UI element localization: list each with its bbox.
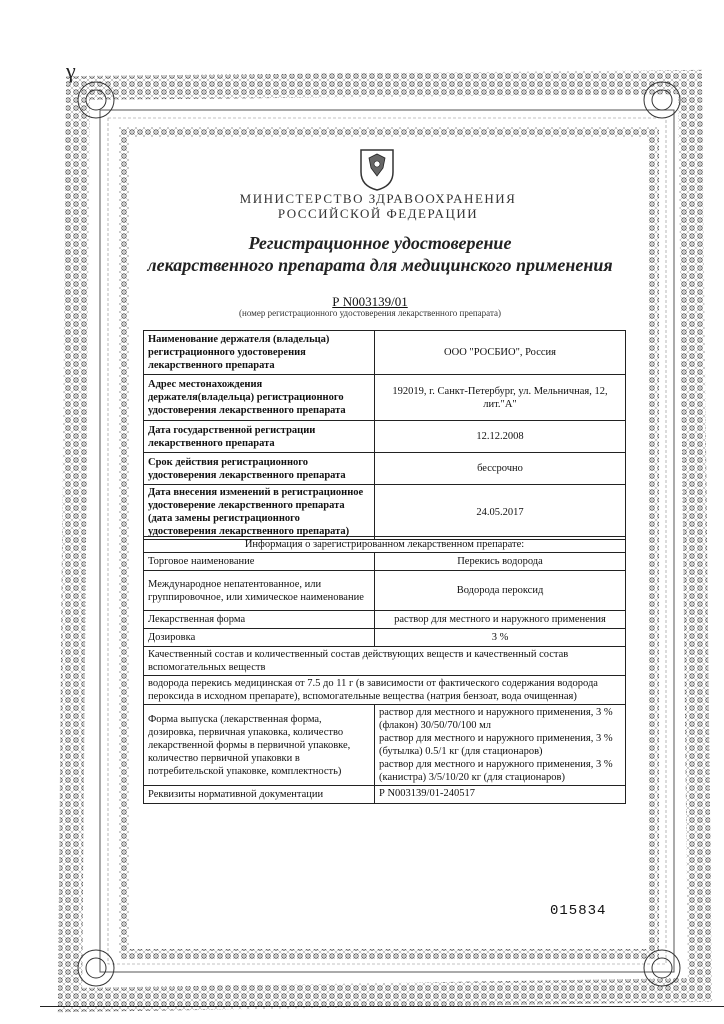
- table-row: [144, 375, 626, 421]
- norm-doc-label: Реквизиты нормативной документации: [144, 786, 375, 804]
- trade-name-label: Торговое наименование: [144, 553, 375, 571]
- release-form-item: раствор для местного и наружного применения, 3 % (бутылка) 0.5/1 кг (для стационаров): [379, 733, 613, 757]
- holder-address-label: Адрес местонахождения держателя(владельца) регистрационного удостоверения лекарственного препарата: [144, 375, 375, 421]
- change-date-value: 24.05.2017: [375, 485, 626, 540]
- release-form-item: раствор для местного и наружного применения, 3 % (канистра) 3/5/10/20 кг (для стационаров): [379, 759, 613, 783]
- holder-address-value: 192019, г. Санкт-Петербург, ул. Мельничная, 12, лит."А": [375, 375, 626, 421]
- product-info-header: Информация о зарегистрированном лекарственном препарате:: [144, 537, 626, 553]
- dose-value: 3 %: [375, 629, 626, 647]
- table-row: [144, 647, 626, 676]
- release-form-label: Форма выпуска (лекарственная форма, дозировка, первичная упаковка, количество лекарственной формы в первичной упаковке, количество первичной упаковки в потребительской упаковке, комплектность): [144, 705, 375, 786]
- table-row: [144, 571, 626, 611]
- table-row: [144, 331, 626, 375]
- inn-value: Водорода пероксид: [375, 571, 626, 611]
- serial-number: 015834: [550, 903, 607, 919]
- table-row: [144, 786, 626, 804]
- holder-name-value: ООО "РОСБИО", Россия: [375, 331, 626, 375]
- table-row: [144, 676, 626, 705]
- holder-table: [143, 330, 626, 540]
- dose-label: Дозировка: [144, 629, 375, 647]
- trade-name-value: Перекись водорода: [375, 553, 626, 571]
- title-line-1: Регистрационное удостоверение: [248, 233, 512, 253]
- composition-value: водорода перекись медицинская от 7.5 до 11 г (в зависимости от фактического содержания водорода пероксида в исходном препарате), вспомогательные вещества (натрия бензоат, вода очищенная): [144, 676, 626, 705]
- handwritten-mark: γ: [66, 58, 76, 83]
- inn-label: Международное непатентованное, или группировочное, или химическое наименование: [144, 571, 375, 611]
- dosage-form-label: Лекарственная форма: [144, 611, 375, 629]
- table-row: [144, 705, 626, 786]
- document-title: [130, 232, 630, 276]
- product-info-table: [143, 536, 626, 804]
- registration-date-value: 12.12.2008: [375, 421, 626, 453]
- release-form-values: [375, 705, 626, 786]
- table-row: [144, 453, 626, 485]
- table-row: [144, 611, 626, 629]
- table-row: [144, 553, 626, 571]
- validity-value: бессрочно: [375, 453, 626, 485]
- release-form-item: раствор для местного и наружного применения, 3 % (флакон) 30/50/70/100 мл: [379, 707, 613, 731]
- ministry-line-1: МИНИСТЕРСТВО ЗДРАВООХРАНЕНИЯ: [239, 191, 517, 206]
- ministry-header: [200, 191, 556, 221]
- coat-of-arms-icon: [353, 146, 401, 192]
- norm-doc-value: Р N003139/01-240517: [375, 786, 626, 804]
- table-row: [144, 537, 626, 553]
- holder-name-label: Наименование держателя (владельца) регистрационного удостоверения лекарственного препарата: [144, 331, 375, 375]
- title-line-2: лекарственного препарата для медицинского применения: [147, 255, 613, 275]
- composition-label: Качественный состав и количественный состав действующих веществ и качественный состав вспомогательных веществ: [144, 647, 626, 676]
- change-date-label: Дата внесения изменений в регистрационное удостоверение лекарственного препарата (дата замены регистрационного удостоверения лекарственного препарата): [144, 485, 375, 540]
- registration-date-label: Дата государственной регистрации лекарственного препарата: [144, 421, 375, 453]
- table-row: [144, 421, 626, 453]
- page-bottom-edge: [40, 1006, 724, 1007]
- registration-number: Р N003139/01: [332, 294, 408, 309]
- table-row: [144, 629, 626, 647]
- registration-number-note: (номер регистрационного удостоверения лекарственного препарата): [239, 308, 501, 318]
- validity-label: Срок действия регистрационного удостоверения лекарственного препарата: [144, 453, 375, 485]
- table-row: [144, 485, 626, 540]
- dosage-form-value: раствор для местного и наружного применения: [375, 611, 626, 629]
- ministry-line-2: РОССИЙСКОЙ ФЕДЕРАЦИИ: [277, 206, 479, 221]
